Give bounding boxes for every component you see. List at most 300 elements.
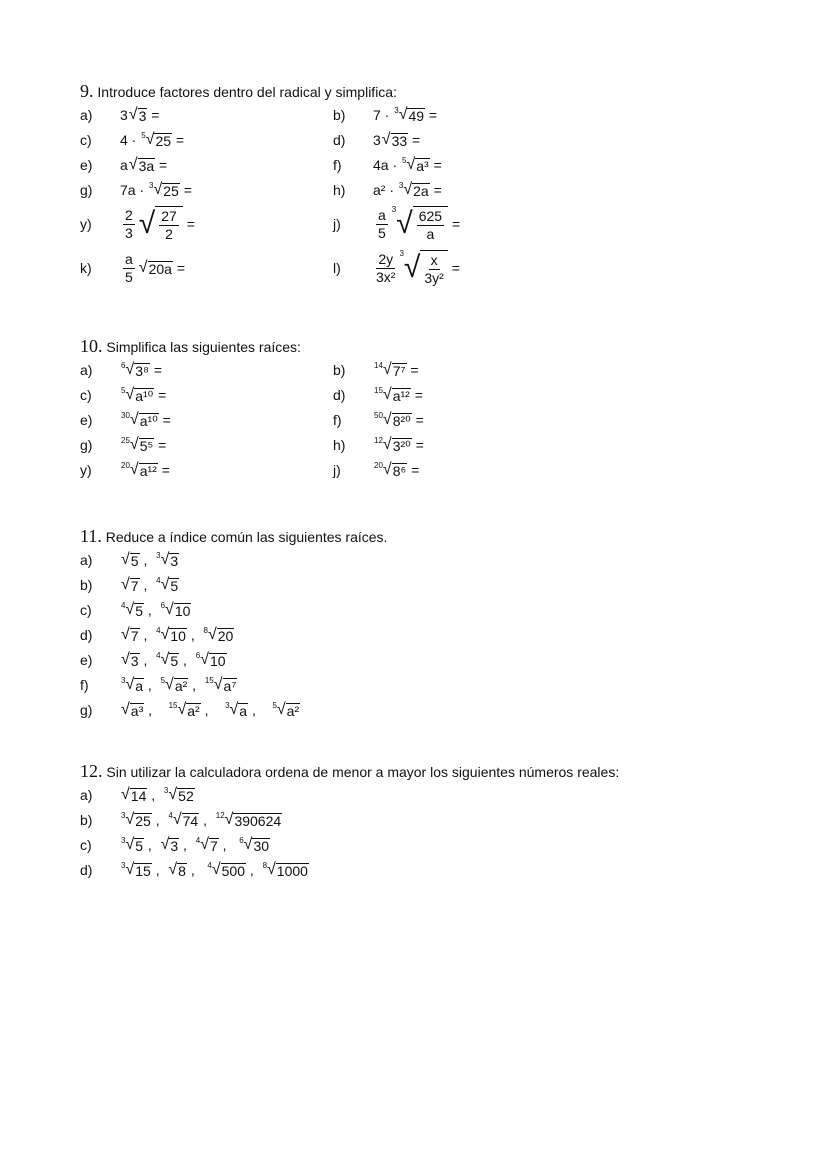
radical-index: 4 [195,835,201,845]
radicand: 74 [182,812,199,829]
radicand: 5 [135,602,144,619]
exercise-row [80,246,780,290]
radical-sign-icon: √ [160,550,170,568]
item-label: e) [80,156,93,173]
item-label: g) [80,701,93,718]
radical-sign-icon: √ [200,835,209,853]
radical-sign-icon: √ [129,460,139,478]
exercise-row [80,647,780,672]
math-text: , [179,836,195,853]
math-text: , [186,861,207,878]
exercise-item [333,106,586,124]
exercise-item [80,576,333,594]
radical-index: 3 [398,180,404,190]
math-text: = [425,106,438,123]
radical-sign-icon: √ [213,675,223,693]
exercise-item [80,411,333,429]
math-expression [373,249,460,287]
exercise-item [80,386,333,404]
radicand: 10 [209,652,226,669]
exercise-row [80,407,780,432]
radical-index: 30 [121,410,130,420]
radical-index: 6 [239,835,244,845]
numerator: 625 [418,208,443,224]
exercise-12 [80,760,780,882]
numerator: x [430,252,438,268]
radical [168,861,187,879]
radical-index: 3 [121,810,126,820]
radicand: 3 [138,107,147,124]
math-expression [120,676,237,694]
radical-sign-icon: √ [382,435,392,453]
math-text: = [172,260,186,276]
radical-sign-icon: √ [121,625,130,643]
radical-index: 3 [399,249,404,258]
numerator: a [378,206,386,223]
exercise-item [80,786,333,804]
radical [121,651,140,669]
denominator: 3 [125,224,133,241]
item-label: d) [80,861,93,878]
math-text: = [155,156,168,173]
radical [382,131,408,149]
numerator: a [125,250,133,267]
radical-sign-icon: √ [160,650,170,668]
exercise-instruction: Introduce factores dentro del radical y simplifica: [97,84,397,100]
exercise-title [80,80,780,102]
math-expression [120,836,270,854]
math-text: = [408,131,421,148]
radical [121,386,154,404]
radical-sign-icon: √ [121,700,130,718]
radical [207,861,246,879]
math-text: = [429,181,442,198]
denominator: 3y² [424,270,444,286]
radical-index: 3 [149,180,154,190]
radical-index: 14 [374,360,383,370]
radicand: a³ [130,702,144,719]
radical-sign-icon: √ [406,155,416,173]
exercise-row [80,622,780,647]
item-label: d) [333,386,346,403]
math-text: = [172,131,185,148]
radical-index: 3 [394,105,399,115]
math-expression [373,156,442,174]
fraction [123,251,135,286]
radical-sign-icon: √ [121,785,130,803]
radicand: 3⁸ [135,362,149,379]
radicand [420,250,447,287]
radical [149,181,180,199]
item-label: c) [80,601,92,618]
radical [374,386,411,404]
item-label: b) [80,576,93,593]
radical [216,811,282,829]
item-label: f) [80,676,89,693]
radical [169,701,201,719]
radical-sign-icon: √ [200,650,209,668]
item-label: l) [333,260,341,276]
radical [139,259,173,277]
exercise-row [80,382,780,407]
radical [399,249,447,287]
math-text: 7a · [120,181,149,198]
radical-sign-icon: √ [211,860,221,878]
radical-index: 5 [402,155,407,165]
radicand: 5 [170,577,179,594]
radicand: 10 [170,627,186,644]
exercise-item [333,411,586,429]
radical-sign-icon: √ [165,675,174,693]
radical-index: 3 [225,700,230,710]
radical [121,551,140,569]
exercise-number: 9. [80,81,94,101]
exercise-title [80,335,780,357]
math-text: = [411,436,424,453]
exercise-number: 10. [80,336,103,356]
math-text: , [144,836,160,853]
radical-index: 5 [121,385,126,395]
radical [263,861,309,879]
exercise-item [80,811,333,829]
radical-sign-icon: √ [121,550,130,568]
radicand: 15 [135,862,151,879]
radical-sign-icon: √ [382,460,392,478]
radical [394,106,425,124]
fraction [424,252,443,287]
math-expression [120,786,195,804]
math-expression [120,626,234,644]
radical-sign-icon: √ [398,105,408,123]
radicand: 7 [130,627,139,644]
exercise-row [80,432,780,457]
radicand: a¹⁰ [135,387,154,404]
math-expression [120,811,282,829]
math-expression [120,411,171,429]
radicand: 7 [209,837,218,854]
exercise-row [80,782,780,807]
radicand: 49 [408,107,425,124]
fraction [417,208,444,243]
radical [156,551,179,569]
exercise-11 [80,525,780,722]
math-text: = [154,386,167,403]
radical-sign-icon: √ [382,385,392,403]
math-expression [120,461,170,479]
math-expression [120,156,167,174]
radical [196,836,219,854]
radicand [155,206,183,243]
radicand: 8⁶ [392,462,407,479]
radical-index: 4 [168,810,173,820]
item-label: a) [80,361,93,378]
item-label: f) [333,156,342,173]
math-expression [120,861,309,879]
math-text: = [407,461,420,478]
exercise-row [80,202,780,246]
radical [121,626,140,644]
denominator: a [426,226,435,242]
item-label: a) [80,551,93,568]
item-label: b) [80,811,93,828]
exercise-item [80,106,333,124]
math-expression [120,106,159,124]
math-expression [373,461,419,479]
item-label: c) [80,386,92,403]
radical-sign-icon: √ [125,675,135,693]
exercise-item [333,156,586,174]
radical-sign-icon: √ [121,650,130,668]
fraction [159,208,179,243]
radical-index: 3 [156,550,161,560]
math-text: , [139,576,156,593]
item-label: d) [80,626,93,643]
exercise-item [80,651,333,669]
radical-index: 4 [156,650,161,660]
radical [121,701,144,719]
radical-sign-icon: √ [165,600,174,618]
exercise-instruction: Reduce a índice común las siguientes raíces. [105,529,388,545]
radical-sign-icon: √ [125,860,135,878]
math-text: = [411,411,424,428]
radical [225,701,248,719]
radical [161,836,180,854]
math-expression [373,131,420,149]
radical [121,836,144,854]
radicand: a¹² [139,462,157,479]
radicand: 3 [170,552,179,569]
radical [121,601,144,619]
radical-sign-icon: √ [172,810,182,828]
math-expression [120,361,162,379]
exercise-row [80,572,780,597]
radicand: a² [174,677,188,694]
radicand: 25 [163,182,179,199]
item-label: j) [333,461,341,478]
math-expression [120,576,179,594]
radicand: a¹² [392,387,410,404]
exercise-item [80,181,333,199]
radicand: 7 [130,577,139,594]
exercise-item [80,836,333,854]
exercise-item [80,131,333,149]
math-text: = [429,156,442,173]
radicand: a¹⁰ [139,412,158,429]
exercise-item [333,131,586,149]
radical [156,626,187,644]
math-text: , [200,701,225,718]
exercise-item [80,361,333,379]
math-text: , [179,651,195,668]
item-label: b) [333,361,346,378]
radical-sign-icon: √ [229,700,239,718]
radical [121,411,159,429]
math-text: a² · [373,181,398,198]
math-text: = [179,181,192,198]
exercise-title [80,760,780,782]
radical-index: 4 [207,860,212,870]
radical-index: 15 [168,700,178,710]
radical-index: 8 [262,860,268,870]
fraction [123,207,135,242]
math-expression [373,436,424,454]
radical [164,786,195,804]
item-label: h) [333,181,346,198]
radical-sign-icon: √ [160,575,170,593]
math-text: , [248,701,272,718]
radical [121,461,158,479]
radical-sign-icon: √ [207,625,217,643]
exercise-row [80,457,780,482]
radicand: 30 [253,837,270,854]
radical-index: 12 [215,810,225,820]
radical-sign-icon: √ [396,207,413,240]
math-expression [373,106,437,124]
radical-sign-icon: √ [224,810,234,828]
math-text: 7 · [373,106,394,123]
radical-index: 3 [391,205,397,214]
radical [156,576,179,594]
exercise-row [80,597,780,622]
item-label: c) [80,131,92,148]
radicand: 3 [130,652,139,669]
radical-sign-icon: √ [138,259,148,276]
radical-index: 50 [374,410,383,420]
math-text: = [406,361,419,378]
radical-index: 12 [374,435,383,445]
exercise-row [80,152,780,177]
radical-index: 3 [121,860,126,870]
numerator: 2y [378,250,394,267]
radicand: 3a [138,157,155,174]
radical-index: 25 [121,435,130,445]
radicand: 5 [170,652,179,669]
math-text: , [139,651,156,668]
math-expression [120,551,179,569]
exercise-row [80,177,780,202]
radical [402,156,430,174]
exercise-row [80,357,780,382]
exercise-item [80,461,333,479]
math-expression [120,436,166,454]
radicand: 8²⁰ [392,412,411,429]
radical-sign-icon: √ [128,155,138,173]
radical-index: 5 [160,675,166,685]
radical [121,361,150,379]
radical [121,576,140,594]
radical [374,461,407,479]
item-label: y) [80,461,92,478]
item-label: f) [333,411,342,428]
item-label: a) [80,786,93,803]
item-label: j) [333,216,341,232]
exercise-row [80,102,780,127]
math-expression [120,601,191,619]
radical-index: 4 [156,625,161,635]
math-text: = [154,436,167,453]
item-label: c) [80,836,92,853]
radical [196,651,227,669]
radical [121,811,152,829]
math-text: a [120,156,128,173]
radical [121,786,147,804]
math-text: , [246,861,262,878]
math-text: , [147,786,163,803]
math-text: , [144,701,168,718]
radicand: a [135,677,144,694]
radical-sign-icon: √ [128,105,138,123]
radicand: 5 [135,837,144,854]
math-text: , [218,836,239,853]
exercise-item [80,205,333,243]
item-label: a) [80,106,93,123]
exercise-item [80,601,333,619]
radicand: 25 [135,812,151,829]
item-label: y) [80,216,92,232]
radical-sign-icon: √ [129,410,139,428]
exercise-row [80,672,780,697]
radical-sign-icon: √ [403,251,421,284]
radical-sign-icon: √ [125,360,135,378]
radical-sign-icon: √ [160,625,170,643]
radicand: a⁷ [223,677,237,694]
radical-index: 20 [121,460,130,470]
exercise-item [333,249,586,287]
item-label: b) [333,106,346,123]
math-text: = [157,461,170,478]
radicand: a² [187,702,200,719]
fraction [376,207,388,242]
radical [121,676,144,694]
radical-index: 15 [204,675,214,685]
radicand: 25 [155,132,172,149]
radical-sign-icon: √ [243,835,253,853]
radicand: 8 [178,862,186,879]
exercise-item [333,436,586,454]
fraction [376,251,395,286]
math-text: 3 [373,131,381,148]
math-text: , [188,676,204,693]
radical-sign-icon: √ [160,835,170,853]
exercise-row [80,832,780,857]
exercise-item [333,386,586,404]
radicand: 500 [221,862,245,879]
math-text: 4a · [373,156,402,173]
radical [399,181,430,199]
radicand: a³ [416,157,429,174]
radical-index: 4 [121,600,126,610]
radicand: 2a [413,182,429,199]
radical-index: 5 [141,130,146,140]
radicand: 7⁷ [392,362,406,379]
math-expression [373,411,424,429]
math-expression [120,181,192,199]
exercise-9 [80,80,780,290]
item-label: e) [80,651,93,668]
radical-index: 6 [160,600,166,610]
radicand: 33 [391,132,408,149]
math-expression [373,361,419,379]
math-expression [373,181,442,199]
exercise-row [80,807,780,832]
exercise-item [80,676,333,694]
radicand: a [239,702,248,719]
radical-index: 8 [203,625,208,635]
radical-index: 3 [121,675,126,685]
math-text: , [144,676,160,693]
item-label: k) [80,260,92,276]
math-text: , [151,811,168,828]
